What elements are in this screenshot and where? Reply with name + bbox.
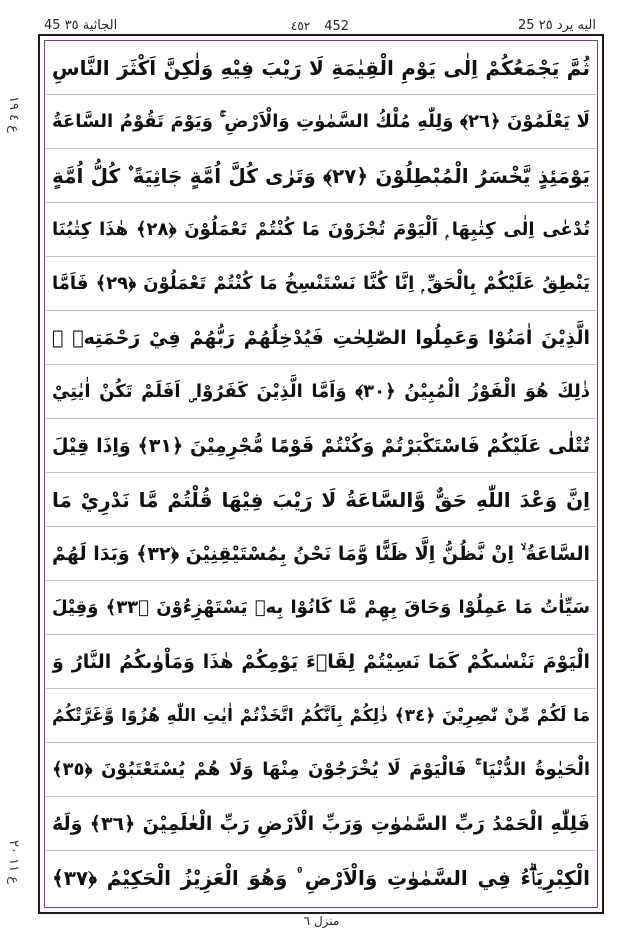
text-line bbox=[46, 204, 596, 257]
text-block bbox=[46, 42, 596, 906]
line-text: يَوْمَئِذٍ يَّخْسَرُ الْمُبْطِلُوْنَ ﴿٢٧﴾ وَتَرٰى كُلَّ اُمَّةٍ جَاثِيَةً ۫ كُلُّ اُمَّةٍ bbox=[52, 164, 590, 188]
text-line bbox=[46, 474, 596, 527]
manzil-footer: منزل ٦ bbox=[303, 914, 340, 928]
juz-name-header: 25 اليه يرد ٢٥ bbox=[518, 18, 596, 33]
ruku-mark-text: ع ١١ ٢٠ bbox=[6, 840, 21, 884]
line-text: يَنْطِقُ عَلَيْكُمْ بِالْحَقِّ ۭ اِنَّا كُنَّا نَسْتَنْسِخُ مَا كُنْتُمْ تَعْمَلُوْنَ ﴿٢٩﴾ فَاَمَّا bbox=[52, 273, 590, 294]
text-line bbox=[46, 690, 596, 743]
page-number bbox=[44, 16, 596, 34]
text-line bbox=[46, 150, 596, 203]
line-text: مَا لَكُمْ مِّنْ نّٰصِرِيْنَ ﴿٣٤﴾ ذٰلِكُمْ بِاَنَّكُمُ اتَّخَذْتُمْ اٰيٰتِ اللّٰهِ هُزُوًا وَّغَرَّتْكُمُ bbox=[52, 706, 590, 726]
text-line bbox=[46, 582, 596, 635]
text-line bbox=[46, 258, 596, 311]
line-text: الَّذِيْنَ اٰمَنُوْا وَعَمِلُوا الصّٰلِحٰتِ فَيُدْخِلُهُمْ رَبُّهُمْ فِيْ رَحْمَتِهٖ ۭ bbox=[52, 327, 590, 349]
text-line bbox=[46, 96, 596, 149]
line-text: السَّاعَةُ ۙ اِنْ نَّظُنُّ اِلَّا ظَنًّا وَّمَا نَحْنُ بِمُسْتَيْقِنِيْنَ ﴿٣٢﴾ وَبَدَا لَهُمْ bbox=[52, 543, 590, 565]
text-line bbox=[46, 528, 596, 581]
line-text: فَلِلّٰهِ الْحَمْدُ رَبِّ السَّمٰوٰتِ وَرَبِّ الْاَرْضِ رَبِّ الْعٰلَمِيْنَ ﴿٣٦﴾ وَلَهُ bbox=[52, 813, 590, 835]
line-text: تُدْعٰى اِلٰى كِتٰبِهَا ۭ اَلْيَوْمَ تُجْزَوْنَ مَا كُنْتُمْ تَعْمَلُوْنَ ﴿٢٨﴾ هٰذَا كِتٰبُنَا bbox=[52, 219, 590, 240]
line-text: تُتْلٰى عَلَيْكُمْ فَاسْتَكْبَرْتُمْ وَكُنْتُمْ قَوْمًا مُّجْرِمِيْنَ ﴿٣١﴾ وَاِذَا قِيْلَ bbox=[52, 435, 590, 457]
text-line bbox=[46, 852, 596, 905]
line-text: الْحَيٰوةُ الدُّنْيَا ۚ فَالْيَوْمَ لَا يُخْرَجُوْنَ مِنْهَا وَلَا هُمْ يُسْتَعْتَبُوْنَ ﴿٣٥﴾ bbox=[52, 759, 590, 780]
ruku-mark bbox=[6, 96, 32, 133]
text-line bbox=[46, 636, 596, 689]
text-line bbox=[46, 420, 596, 473]
page-number-arabic: ٤٥٢ bbox=[290, 19, 311, 33]
surah-name-header: 45 الجاثية ٣٥ bbox=[44, 18, 118, 33]
line-text: سَيِّاٰتُ مَا عَمِلُوْا وَحَاقَ بِهِمْ مَّا كَانُوْا بِهٖ يَسْتَهْزِءُوْنَ ﴿٣٣﴾ وَقِيْلَ bbox=[52, 597, 590, 618]
text-line bbox=[46, 798, 596, 851]
line-text: اِنَّ وَعْدَ اللّٰهِ حَقٌّ وَّالسَّاعَةُ لَا رَيْبَ فِيْهَا قُلْتُمْ مَّا نَدْرِيْ مَا bbox=[52, 488, 590, 512]
line-text: ثُمَّ يَجْمَعُكُمْ اِلٰى يَوْمِ الْقِيٰمَةِ لَا رَيْبَ فِيْهِ وَلٰكِنَّ اَكْثَرَ النَّاسِ bbox=[52, 56, 590, 80]
page-number-latin: 452 bbox=[324, 19, 350, 34]
line-text: الْكِبْرِيَاۗءُ فِي السَّمٰوٰتِ وَالْاَرْضِ ۠ وَهُوَ الْعَزِيْزُ الْحَكِيْمُ ﴿٣٧﴾ bbox=[52, 866, 590, 890]
ruku-mark bbox=[6, 840, 32, 884]
line-text: لَا يَعْلَمُوْنَ ﴿٢٦﴾ وَلِلّٰهِ مُلْكُ السَّمٰوٰتِ وَالْاَرْضِ ۚ وَيَوْمَ تَقُوْمُ السَّاعَةُ bbox=[52, 111, 590, 132]
line-text: الْيَوْمَ نَنْسٰىكُمْ كَمَا نَسِيْتُمْ لِقَاۗءَ يَوْمِكُمْ هٰذَا وَمَاْوٰىكُمُ النَّارُ وَ bbox=[52, 651, 590, 673]
ruku-mark-text: ع ٤ ١٩ bbox=[6, 96, 21, 133]
line-text: ذٰلِكَ هُوَ الْفَوْزُ الْمُبِيْنُ ﴿٣٠﴾ وَاَمَّا الَّذِيْنَ كَفَرُوْا ۣ اَفَلَمْ تَكُنْ اٰيٰتِيْ bbox=[52, 381, 590, 402]
text-line bbox=[46, 42, 596, 95]
text-line bbox=[46, 366, 596, 419]
text-line bbox=[46, 312, 596, 365]
text-line bbox=[46, 744, 596, 797]
page-header bbox=[44, 14, 596, 36]
